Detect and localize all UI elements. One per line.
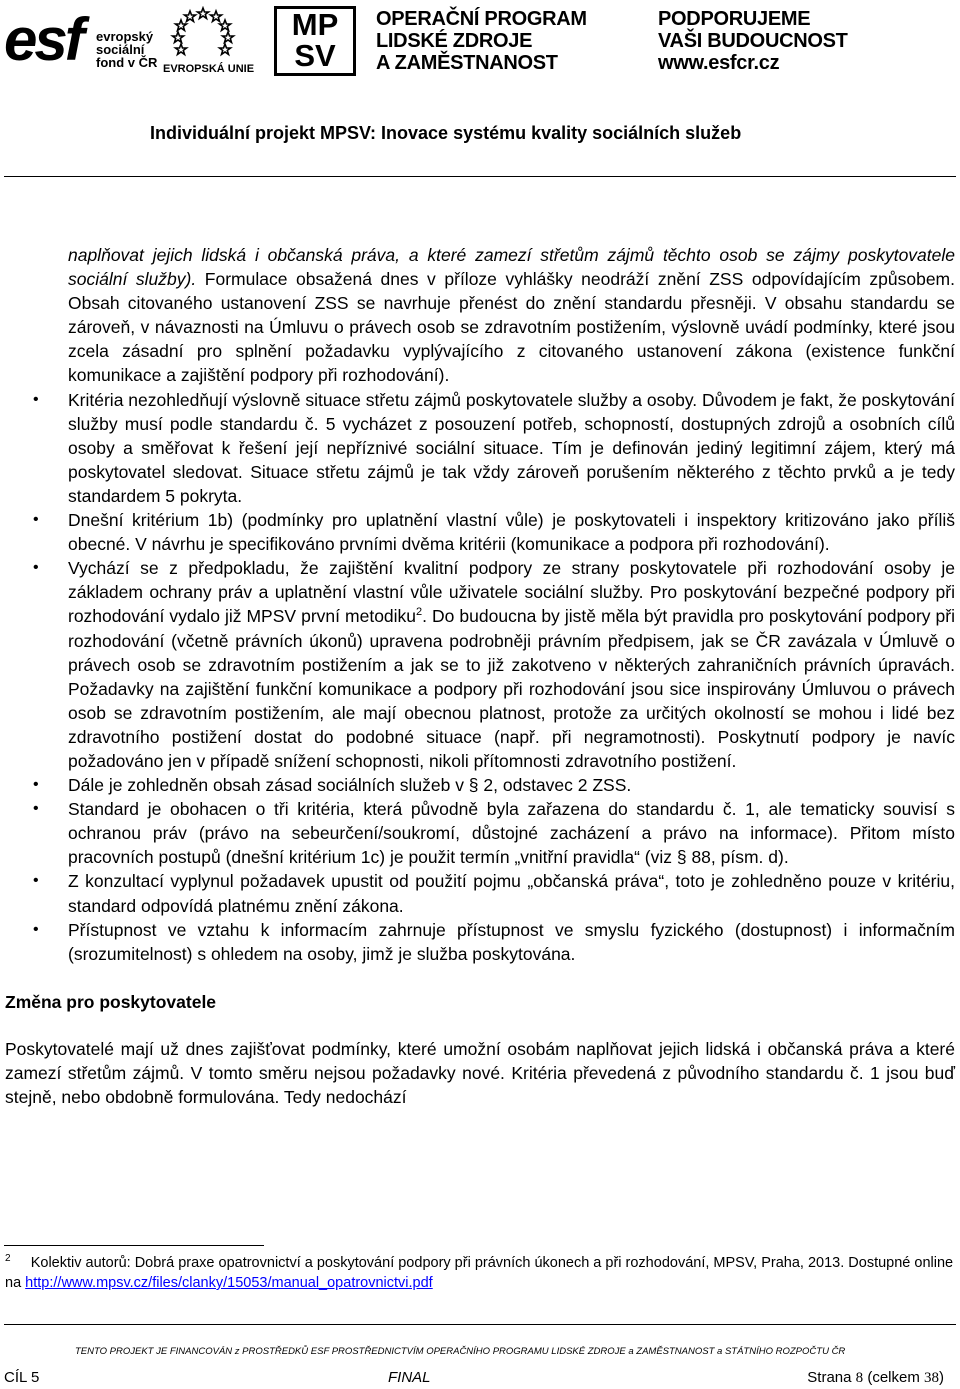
list-item: • Přístupnost ve vztahu k informacím zahrnuje přístupnost ve smyslu fyzického (dostupnost) i informačním (srozumitelnost) s ohledem na osoby, jimž je služba poskytována. xyxy=(5,918,955,966)
bullet-list xyxy=(5,243,955,966)
podporujeme-logo: PODPORUJEME VAŠI BUDOUCNOST www.esfcr.cz xyxy=(658,8,848,74)
header-logos xyxy=(0,0,960,80)
mpsv-logo: MP SV xyxy=(274,6,356,76)
list-item: • Kritéria nezohledňují výslovně situace střetu zájmů poskytovatele služby a osoby. Důvodem je fakt, že poskytování služby musí podle standardu č. 5 vycházet z posouzení potřeb, schopností, dostupných zdrojů a osobních cílů osoby a směřovat k řešení její nepříznivé sociální situace. Tím je definován jediný legitimní zájem, který má poskytovatel sledovat. Situace střetu zájmů je tak vždy zároveň porušením některého z těchto prvků a je tedy standardem 5 pokryta. xyxy=(5,388,955,508)
footnote: $^2$ Kolektiv autorů: Dobrá praxe opatrovnictví a poskytování podpory při právních úkonech a při rozhodování, MPSV, Praha, 2013. Dostupné online na http://www.mpsv.cz/files/clanky/15053/manual_opatrovnictvi.pdf xyxy=(5,1253,954,1291)
page-number: Strana 8 (celkem 38) xyxy=(807,1369,944,1386)
footer-divider xyxy=(4,1324,956,1325)
section-heading: Změna pro poskytovatele xyxy=(5,991,217,1012)
op-lidske-zdroje-logo: OPERAČNÍ PROGRAM LIDSKÉ ZDROJE A ZAMĚSTNANOST xyxy=(376,8,587,74)
list-item: naplňovat jejich lidská i občanská práva, a které zamezí střetům zájmů těchto osob se zájmy poskytovatele sociální služby). Formulace obsažená dnes v příloze vyhlášky neodráží znění ZSS odpovídajícím způsobem. Obsah citovaného ustanovení ZSS se navrhuje přenést do znění standardu přesněji. V obsahu standardu se zároveň, v návaznosti na Úmluvu o právech osob se zdravotním postižením, výslovně uvádí podmínky, které jsou zcela zásadní pro splnění požadavku vyplývajícího z citovaného ustanovení zákona (existence funkční komunikace a zajištění podpory při rozhodování). xyxy=(68,245,955,386)
esf-logo-text: evropský sociální fond v ČR xyxy=(96,29,158,70)
esf-logo: esf xyxy=(4,6,82,73)
funding-note: TENTO PROJEKT JE FINANCOVÁN z PROSTŘEDKŮ ESF PROSTŘEDNICTVÍM OPERAČNÍHO PROGRAMU LIDSKÉ ZDROJE a ZAMĚSTNANOST a STÁTNÍHO ROZPOČTU ČR xyxy=(75,1346,846,1357)
list-item: • Z konzultací vyplynul požadavek upustit od použití pojmu „občanská práva“, toto je zohledněno pouze v kritériu, standard odpovídá platnému znění zákona. xyxy=(5,869,955,917)
list-item: • Standard je obohacen o tři kritéria, která původně byla zařazena do standardu č. 1, ale tematicky souvisí s ochranou práv (právo na sebeurčení/soukromí, důstojné zacházení a právo na informace). Přitom místo pracovních postupů (dnešní kritérium 1c) je použit termín „vnitřní pravidla“ (viz § 88, písm. d). xyxy=(5,797,955,869)
header-divider xyxy=(4,176,956,177)
eu-stars-icon xyxy=(167,6,239,58)
list-item: • Dnešní kritérium 1b) (podmínky pro uplatnění vlastní vůle) je poskytovateli i inspektory kritizováno jako příliš obecné. V návrhu je specifikováno prvními dvěma kritérii (komunikace a podpora při rozhodování). xyxy=(5,508,955,556)
project-title: Individuální projekt MPSV: Inovace systému kvality sociálních služeb xyxy=(150,123,742,143)
list-item: • Dále je zohledněn obsah zásad sociálních služeb v § 2, odstavec 2 ZSS. xyxy=(5,773,955,797)
footer-goal: CÍL 5 xyxy=(4,1369,40,1386)
footer-status: FINAL xyxy=(388,1369,431,1386)
footnote-divider xyxy=(4,1245,264,1246)
document-body xyxy=(5,243,955,1109)
footnote-number: 2 xyxy=(5,1253,11,1265)
list-item: • Vychází se z předpokladu, že zajištění kvalitní podpory ze strany poskytovatele při rozhodování osoby je základem ochrany práv a uplatnění vlastní vůle uživatele sociální služby. Pro poskytování bezpečné podpory při rozhodování vydalo již MPSV první metodiku$^2$. Do budoucna by jistě měla být pravidla pro poskytování podpory při rozhodování (včetně právních úkonů) upravena podrobněji právním předpisem, jak se ČR zavázala v Úmluvě o právech osob se zdravotním postižením a jak se to již zakotveno v některých zahraničních právních úpravách. Požadavky na zajištění funkční komunikace a podpory při rozhodování jsou sice inspirovány Úmluvou o právech osob se zdravotním postižením, ale mají obecnou platnost, protože za určitých okolností se mohou i lidé bez zdravotního postižení dostat do podobné situace (např. při negramotnosti). Poskytnutí podpory je navíc požadováno jen v případě snížení schopnosti, nikoli přítomnosti zdravotního postižení. xyxy=(5,556,955,773)
closing-paragraph: Poskytovatelé mají už dnes zajišťovat podmínky, které umožní osobám naplňovat jejich lidská i občanská práva a které zamezí střetům zájmů. V tomto směru nejsou požadavky nové. Kritéria převedená z původního standardu č. 1 jsou buď stejně, nebo obdobně formulována. Tedy nedochází xyxy=(5,1038,955,1108)
footnote-ref: 2 xyxy=(416,606,423,619)
footnote-link[interactable]: http://www.mpsv.cz/files/clanky/15053/manual_opatrovnictvi.pdf xyxy=(25,1275,433,1291)
eu-logo: EVROPSKÁ UNIE xyxy=(163,6,247,75)
